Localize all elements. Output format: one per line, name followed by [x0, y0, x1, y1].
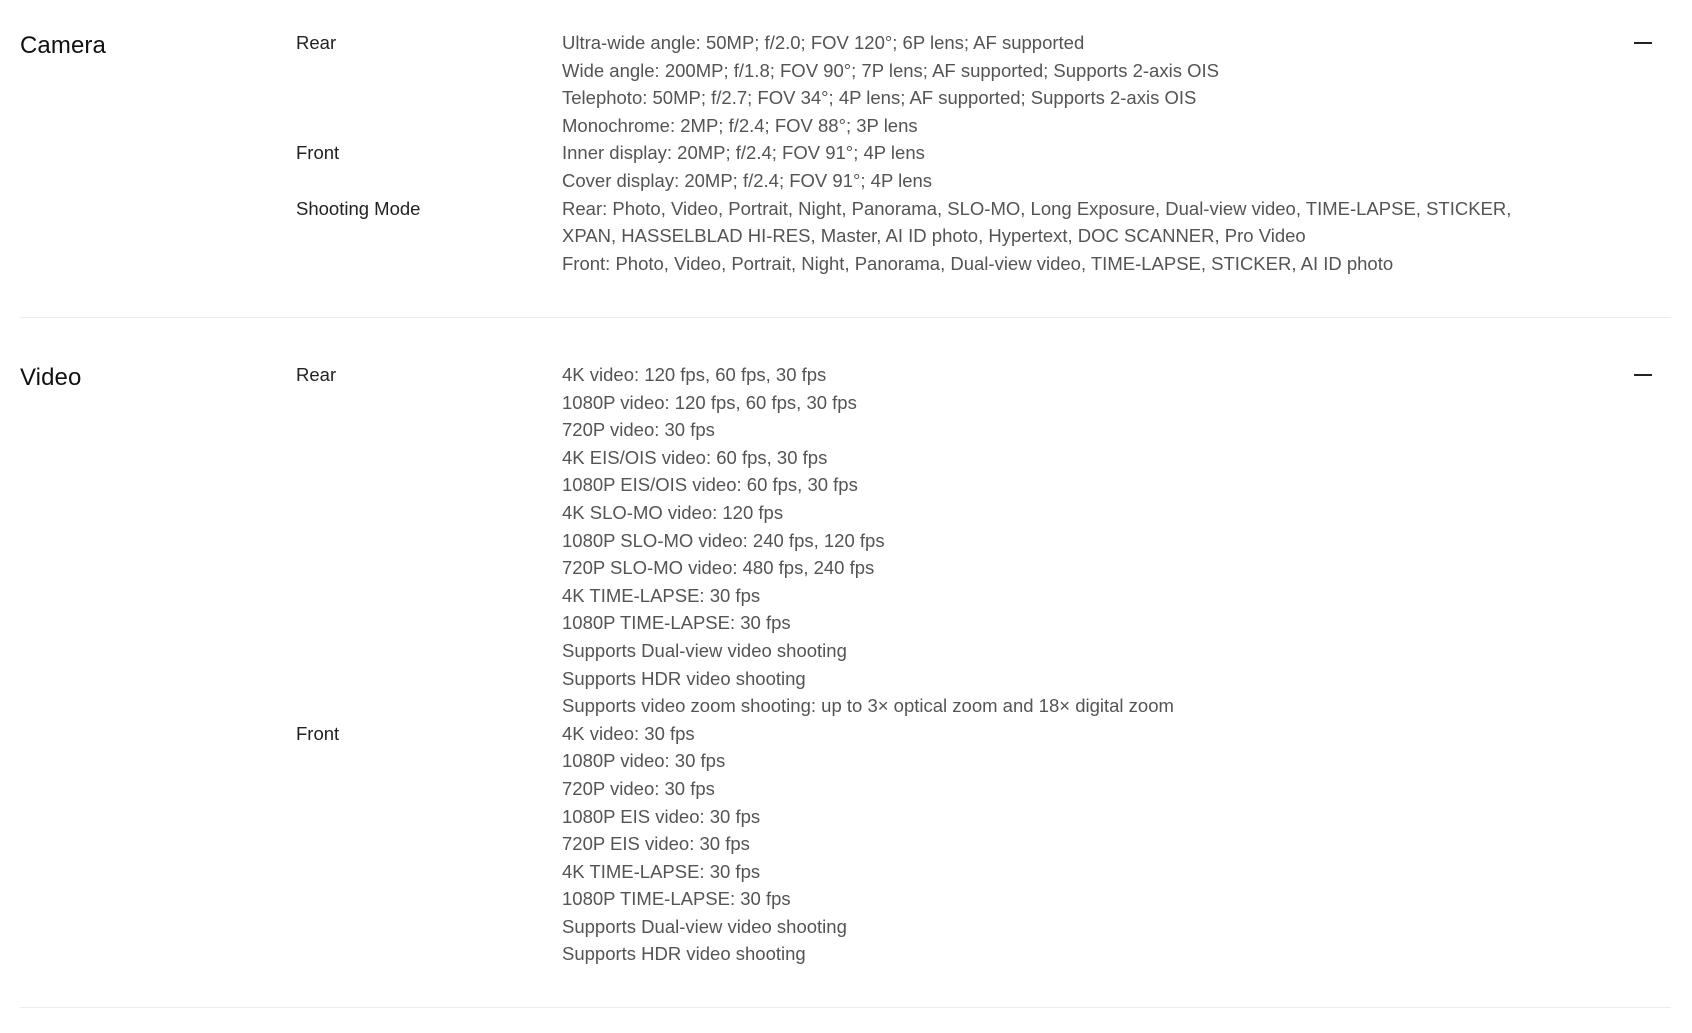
- spec-value: 720P video: 30 fps: [562, 777, 715, 799]
- spec-label: Front: [296, 722, 340, 744]
- spec-rows: [296, 29, 1671, 277]
- spec-value: Supports video zoom shooting: up to 3× optical zoom and 18× digital zoom: [562, 695, 1174, 717]
- spec-value: Front: Photo, Video, Portrait, Night, Panorama, Dual-view video, TIME-LAPSE, STICKER, AI ID photo: [562, 252, 1394, 274]
- spec-value: 1080P SLO-MO video: 240 fps, 120 fps: [562, 529, 885, 551]
- spec-rows: [296, 361, 1671, 968]
- spec-value: 1080P TIME-LAPSE: 30 fps: [562, 888, 791, 910]
- spec-value: Rear: Photo, Video, Portrait, Night, Panorama, SLO-MO, Long Exposure, Dual-view video, TIME-LAPSE, STICKER, XPAN, HASSELBLAD HI-RES, Master, AI ID photo, Hypertext, DOC SCANNER, Pro Video: [562, 197, 1512, 247]
- spec-row-rear: [296, 361, 1671, 720]
- spec-values: [562, 361, 1522, 720]
- spec-value: Supports Dual-view video shooting: [562, 915, 847, 937]
- section-title: Video: [20, 364, 82, 391]
- spec-section-video: [20, 318, 1671, 1008]
- spec-value: 720P EIS video: 30 fps: [562, 833, 750, 855]
- spec-label: Rear: [296, 364, 337, 385]
- spec-value: Telephoto: 50MP; f/2.7; FOV 34°; 4P lens; AF supported; Supports 2-axis OIS: [562, 87, 1197, 109]
- spec-value: 4K video: 30 fps: [562, 722, 695, 744]
- spec-value: 1080P video: 30 fps: [562, 750, 726, 772]
- spec-row-front: [296, 720, 1671, 968]
- spec-value: 4K EIS/OIS video: 60 fps, 30 fps: [562, 446, 828, 468]
- spec-value: 1080P EIS/OIS video: 60 fps, 30 fps: [562, 474, 858, 496]
- spec-label: Shooting Mode: [296, 197, 421, 219]
- spec-value: Supports HDR video shooting: [562, 667, 806, 689]
- spec-value: 4K video: 120 fps, 60 fps, 30 fps: [562, 364, 827, 385]
- spec-value: 720P SLO-MO video: 480 fps, 240 fps: [562, 557, 875, 579]
- spec-label: Front: [296, 142, 340, 164]
- spec-values: [562, 195, 1522, 278]
- spec-row-front: [296, 139, 1671, 194]
- spec-value: 1080P video: 120 fps, 60 fps, 30 fps: [562, 391, 857, 413]
- spec-value: 4K TIME-LAPSE: 30 fps: [562, 860, 761, 882]
- spec-section-camera: [20, 0, 1671, 318]
- spec-value: Supports Dual-view video shooting: [562, 639, 847, 661]
- spec-row-shooting-mode: [296, 195, 1671, 278]
- spec-value: Ultra-wide angle: 50MP; f/2.0; FOV 120°; 6P lens; AF supported: [562, 32, 1085, 53]
- spec-value: Monochrome: 2MP; f/2.4; FOV 88°; 3P lens: [562, 114, 918, 136]
- spec-value: 4K TIME-LAPSE: 30 fps: [562, 584, 761, 606]
- spec-value: Supports HDR video shooting: [562, 943, 806, 965]
- spec-values: [562, 29, 1522, 139]
- spec-row-rear: [296, 29, 1671, 139]
- spec-value: 4K SLO-MO video: 120 fps: [562, 501, 784, 523]
- spec-value: 1080P TIME-LAPSE: 30 fps: [562, 612, 791, 634]
- spec-values: [562, 720, 1522, 968]
- section-title: Camera: [20, 32, 106, 59]
- spec-value: 720P video: 30 fps: [562, 419, 715, 441]
- spec-value: Cover display: 20MP; f/2.4; FOV 91°; 4P lens: [562, 169, 933, 191]
- spec-values: [562, 139, 1522, 194]
- spec-value: Inner display: 20MP; f/2.4; FOV 91°; 4P lens: [562, 142, 925, 164]
- spec-label: Rear: [296, 32, 337, 53]
- spec-value: Wide angle: 200MP; f/1.8; FOV 90°; 7P lens; AF supported; Supports 2-axis OIS: [562, 59, 1219, 81]
- spec-value: 1080P EIS video: 30 fps: [562, 805, 761, 827]
